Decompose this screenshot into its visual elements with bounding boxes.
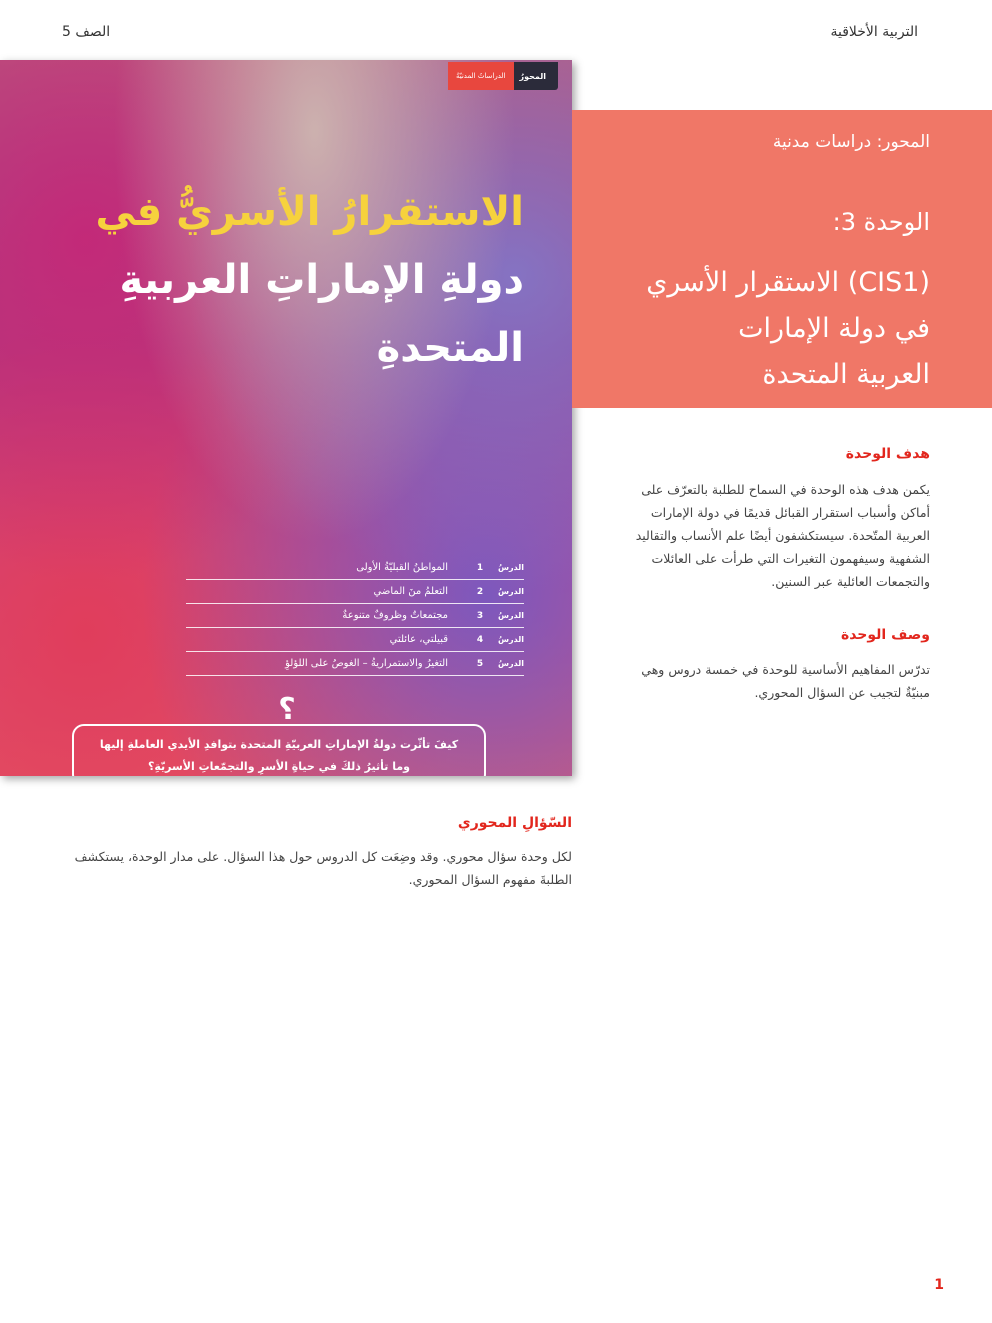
question-mark-icon: ؟	[278, 692, 296, 727]
cover-axis-tag	[448, 62, 558, 90]
unit-title-line3: العربية المتحدة	[762, 359, 930, 390]
lesson-number: 1	[476, 562, 484, 573]
cover-title-line3: المتحدةِ	[376, 325, 524, 371]
unit-description-heading: وصف الوحدة	[840, 627, 930, 643]
cover-title-line2: دولةِ الإماراتِ العربيةِ	[119, 257, 524, 303]
cover-tag-axis: المحورُ	[519, 71, 546, 81]
central-question-text: لكل وحدة سؤال محوري. وقد وضِعَت كل الدروس حول هذا السؤال. على مدار الوحدة، يستكشف الطلبةَ مفهوم السؤال المحوري.	[74, 849, 572, 887]
lesson-title: التغيرُ والاستمراريةُ – الغوصُ على اللؤلؤِ	[285, 658, 448, 669]
lesson-title: المواطنُ القبليّةُ الأولى	[356, 562, 448, 573]
cover-tag-value: الدراساتُ المدنيّةُ	[448, 62, 514, 90]
cover-question-box	[72, 724, 486, 776]
cover-question-line1: كيفَ تأثّرت دولةُ الإماراتِ العربيّةِ المتحدة بتوافدِ الأيدي العاملةِ إليها	[99, 738, 459, 751]
lesson-list	[186, 556, 524, 676]
lesson-row	[186, 580, 524, 604]
unit-goal-heading: هدف الوحدة	[845, 446, 930, 462]
unit-info-panel	[572, 110, 992, 408]
lesson-title: قبيلتي، عائلتي	[389, 634, 448, 645]
lesson-number: 5	[476, 658, 484, 669]
cover-question-line2: وما تأثيرُ ذلكَ في حياةِ الأسرِ والتجمّعاتِ الأسريّةِ؟	[147, 760, 411, 773]
lesson-row	[186, 652, 524, 676]
lesson-number: 3	[476, 610, 484, 621]
unit-goal-text: يكمن هدف هذه الوحدة في السماح للطلبة بالتعرّف على أماكن وأسباب استقرار القبائل قديمًا في دولة الإمارات العربية المتّحدة. سيستكشفون أيضًا علم الأنساب والتقاليد الشفهية وسيفهمون التغيرات التي طرأت على العائلات والتجمعات العائلية عبر السنين.	[635, 482, 930, 589]
unit-description-text: تدرّس المفاهيم الأساسية للوحدة في خمسة دروس وهي مبنيّةٌ لتجيب عن السؤال المحوري.	[641, 662, 930, 700]
subject-header: التربية الأخلاقية	[830, 24, 918, 40]
lesson-row	[186, 628, 524, 652]
lesson-word: الدرسُ	[497, 659, 524, 668]
axis-label: المحور: دراسات مدنية	[772, 132, 930, 152]
lesson-word: الدرسُ	[497, 563, 524, 572]
cover-title	[64, 178, 524, 382]
lesson-number: 4	[476, 634, 484, 645]
unit-title-line1: (CIS1) الاستقرار الأسري	[646, 267, 930, 298]
unit-cover-image	[0, 60, 572, 776]
lesson-word: الدرسُ	[497, 587, 524, 596]
unit-number: الوحدة 3:	[832, 208, 930, 236]
lesson-word: الدرسُ	[497, 635, 524, 644]
lesson-word: الدرسُ	[497, 611, 524, 620]
unit-title-line2: في دولة الإمارات	[738, 313, 930, 344]
central-question-heading: السّؤالِ المحوري	[457, 815, 572, 831]
lesson-title: التعلمُ منَ الماضي	[373, 586, 448, 597]
page-number: 1	[934, 1277, 944, 1293]
lesson-title: مجتمعاتٌ وظروفٌ متنوعةٌ	[342, 610, 448, 621]
lesson-row	[186, 604, 524, 628]
unit-title	[610, 260, 930, 398]
cover-title-line1: الاستقرارُ الأسريُّ في	[95, 189, 524, 235]
lesson-row	[186, 556, 524, 580]
grade-header: الصف 5	[62, 24, 111, 40]
lesson-number: 2	[476, 586, 484, 597]
